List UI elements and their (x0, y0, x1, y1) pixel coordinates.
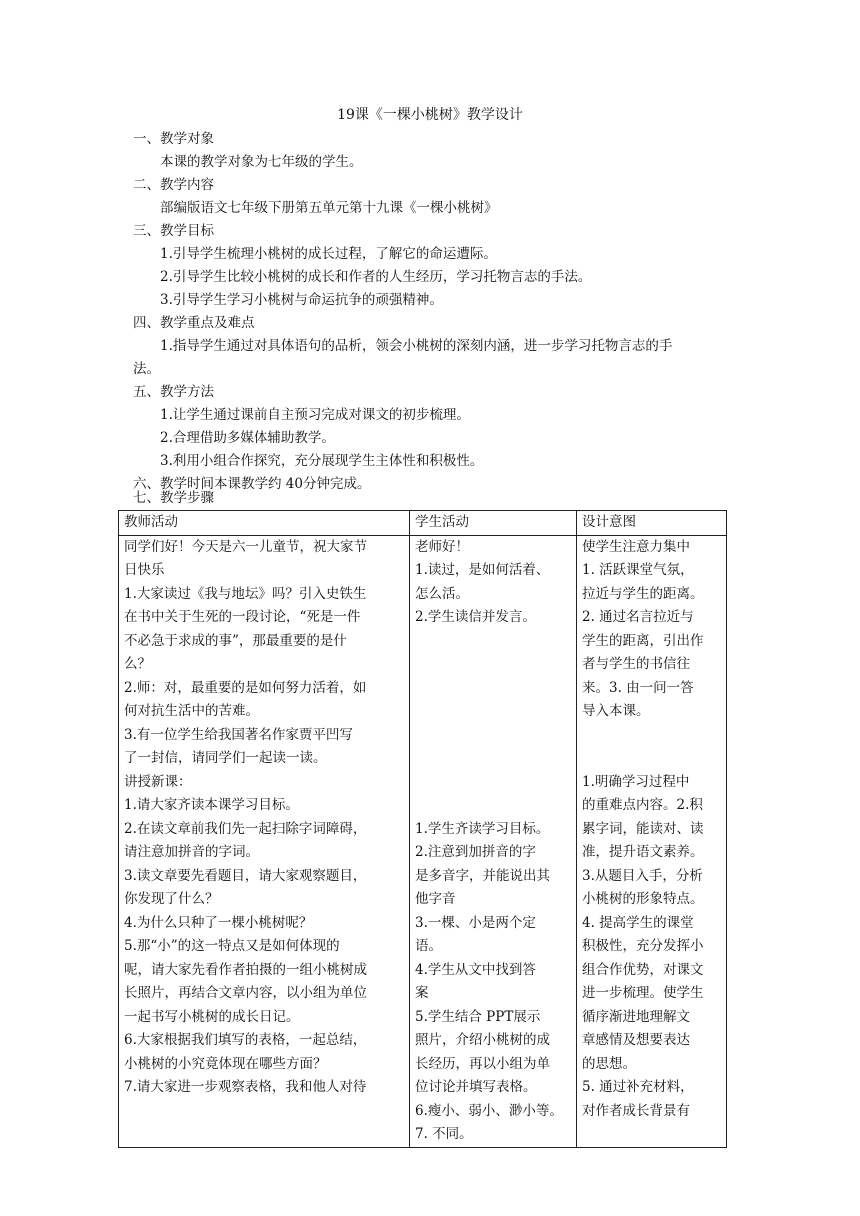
objective-item: 1.引导学生梳理小桃树的成长过程，了解它的命运遭际。 (160, 246, 497, 262)
student-line: 案 (415, 985, 429, 1001)
intent-line: 者与学生的书信往 (582, 656, 690, 672)
teacher-line: 6.大家根据我们填写的表格，一起总结， (124, 1032, 367, 1048)
spacer (415, 724, 573, 748)
spacer (415, 700, 573, 724)
student-line: 是多音字，并能说出其 (415, 867, 550, 884)
spacer (415, 677, 573, 701)
intent-line: 的思想。 (582, 1055, 636, 1072)
teacher-line: 4.为什么只种了一棵小桃树呢？ (124, 914, 313, 931)
keypoint-line-1: 1.指导学生通过对具体语句的品析，领会小桃树的深刻内涵，进一步学习托物言志的手 (160, 338, 673, 354)
intent-line: 2. 通过名言拉近与 (582, 609, 694, 625)
method-item: 1.让学生通过课前自主预习完成对课文的初步梳理。 (160, 407, 470, 423)
section-heading-6: 六、教学时间本课教学约 40分钟完成。 (133, 476, 371, 492)
table-row (119, 535, 727, 1147)
spacer (415, 747, 573, 771)
teaching-steps-table (118, 510, 727, 1148)
teacher-line: 了一封信，请同学们一起读一读。 (124, 750, 327, 766)
intent-line: 循序渐进地理解文 (582, 1008, 690, 1025)
teacher-line: 2.在读文章前我们先一起扫除字词障碍， (124, 820, 367, 837)
intent-line: 5. 通过补充材料， (582, 1079, 694, 1095)
spacer (415, 630, 573, 654)
intent-line: 导入本课。 (582, 703, 650, 719)
column-header: 教师活动 (119, 511, 410, 536)
spacer (582, 724, 723, 748)
student-line: 照片，介绍小桃树的成 (415, 1032, 550, 1048)
intent-line: 对作者成长背景有 (582, 1102, 690, 1119)
student-line: 怎么活。 (415, 585, 469, 602)
keypoint-line-2: 法。 (133, 361, 160, 377)
intent-line: 累字词，能读对、读 (582, 820, 704, 837)
teacher-line: 同学们好！今天是六一儿童节，祝大家节 (124, 538, 367, 555)
teacher-line: 5.那“小”的这一特点又是如何体现的 (124, 938, 340, 954)
teacher-line: 么？ (124, 656, 151, 672)
document-title: 19课《一棵小桃树》教学设计 (337, 107, 523, 123)
intent-line: 积极性，充分发挥小 (582, 938, 704, 954)
intent-line: 准，提升语文素养。 (582, 844, 704, 860)
spacer (415, 771, 573, 795)
intent-line: 组合作优势，对课文 (582, 961, 704, 978)
student-line: 4.学生从文中找到答 (415, 961, 536, 978)
student-line: 2.注意到加拼音的字 (415, 844, 536, 860)
intent-line: 拉近与学生的距离。 (582, 585, 704, 602)
teacher-line: 3.有一位学生给我国著名作家贾平凹写 (124, 726, 353, 743)
teacher-line: 日快乐 (124, 562, 165, 578)
intent-line: 学生的距离，引出作 (582, 632, 704, 649)
teacher-line: 小桃树的小究竟体现在哪些方面？ (124, 1055, 327, 1072)
design-intent-cell (577, 535, 727, 1147)
student-line: 他字音 (415, 891, 456, 907)
intent-line: 章感情及想要表达 (582, 1032, 690, 1048)
teacher-line: 你发现了什么？ (124, 891, 219, 907)
student-line: 位讨论并填写表格。 (415, 1079, 537, 1095)
section-body-2: 部编版语文七年级下册第五单元第十九课《一棵小桃树》 (160, 200, 498, 216)
student-line: 1.学生齐读学习目标。 (415, 820, 550, 837)
student-line: 7. 不同。 (415, 1126, 473, 1142)
teacher-line: 1.请大家齐读本课学习目标。 (124, 797, 299, 813)
teacher-line: 呢，请大家先看作者拍摄的一组小桃树成 (124, 961, 367, 978)
student-line: 3.一棵、小是两个定 (415, 914, 536, 931)
intent-line: 进一步梳理。使学生 (582, 985, 704, 1001)
section-heading-4: 四、教学重点及难点 (133, 315, 255, 331)
table-header-row (119, 511, 727, 536)
teacher-line: 请注意加拼音的字词。 (124, 844, 259, 860)
teacher-line: 何对抗生活中的苦难。 (124, 703, 259, 719)
teacher-line: 1.大家读过《我与地坛》吗？引入史铁生 (124, 585, 367, 602)
intent-line: 的重难点内容。2.积 (582, 797, 703, 813)
student-line: 长经历，再以小组为单 (415, 1055, 550, 1072)
teacher-line: 讲授新课： (124, 773, 192, 790)
teacher-line: 3.读文章要先看题目，请大家观察题目， (124, 867, 367, 884)
spacer (415, 794, 573, 818)
section-heading-3: 三、教学目标 (133, 223, 214, 239)
student-line: 5.学生结合 PPT展示 (415, 1008, 541, 1025)
student-line: 语。 (415, 938, 442, 954)
section-heading-1: 一、教学对象 (133, 131, 214, 147)
section-body-1: 本课的教学对象为七年级的学生。 (160, 154, 363, 170)
intent-line: 1.明确学习过程中 (582, 773, 690, 790)
spacer (415, 653, 573, 677)
intent-line: 来。3. 由一问一答 (582, 679, 694, 696)
teacher-line: 在书中关于生死的一段讨论，“死是一件 (124, 609, 361, 625)
student-line: 2.学生读信并发言。 (415, 609, 536, 625)
intent-line: 1. 活跃课堂气氛， (582, 562, 694, 578)
intent-line: 3.从题目入手，分析 (582, 867, 703, 884)
section-heading-7: 七、教学步骤 (133, 490, 214, 506)
student-line: 老师好！ (415, 538, 469, 555)
student-line: 6.瘦小、弱小、渺小等。 (415, 1102, 563, 1119)
column-header: 学生活动 (410, 511, 577, 536)
spacer (582, 747, 723, 771)
intent-line: 小桃树的形象特点。 (582, 891, 704, 907)
teacher-line: 2.师：对，最重要的是如何努力活着，如 (124, 679, 367, 696)
method-item: 2.合理借助多媒体辅助教学。 (160, 430, 335, 446)
teacher-line: 不必急于求成的事”，那最重要的是什 (124, 632, 347, 649)
objective-item: 3.引导学生学习小桃树与命运抗争的顽强精神。 (160, 292, 443, 308)
section-heading-2: 二、教学内容 (133, 177, 214, 193)
teacher-line: 一起书写小桃树的成长日记。 (124, 1008, 300, 1025)
section-heading-5: 五、教学方法 (133, 384, 214, 400)
method-item: 3.利用小组合作探究，充分展现学生主体性和积极性。 (160, 453, 484, 469)
column-header: 设计意图 (577, 511, 727, 536)
intent-line: 4. 提高学生的课堂 (582, 914, 694, 931)
student-line: 1.读过，是如何活着、 (415, 562, 550, 578)
teacher-activity-cell (119, 535, 410, 1147)
student-activity-cell (410, 535, 577, 1147)
teacher-line: 7.请大家进一步观察表格，我和他人对待 (124, 1079, 367, 1095)
intent-line: 使学生注意力集中 (582, 538, 690, 555)
teacher-line: 长照片，再结合文章内容，以小组为单位 (124, 985, 367, 1001)
objective-item: 2.引导学生比较小桃树的成长和作者的人生经历，学习托物言志的手法。 (160, 269, 592, 285)
